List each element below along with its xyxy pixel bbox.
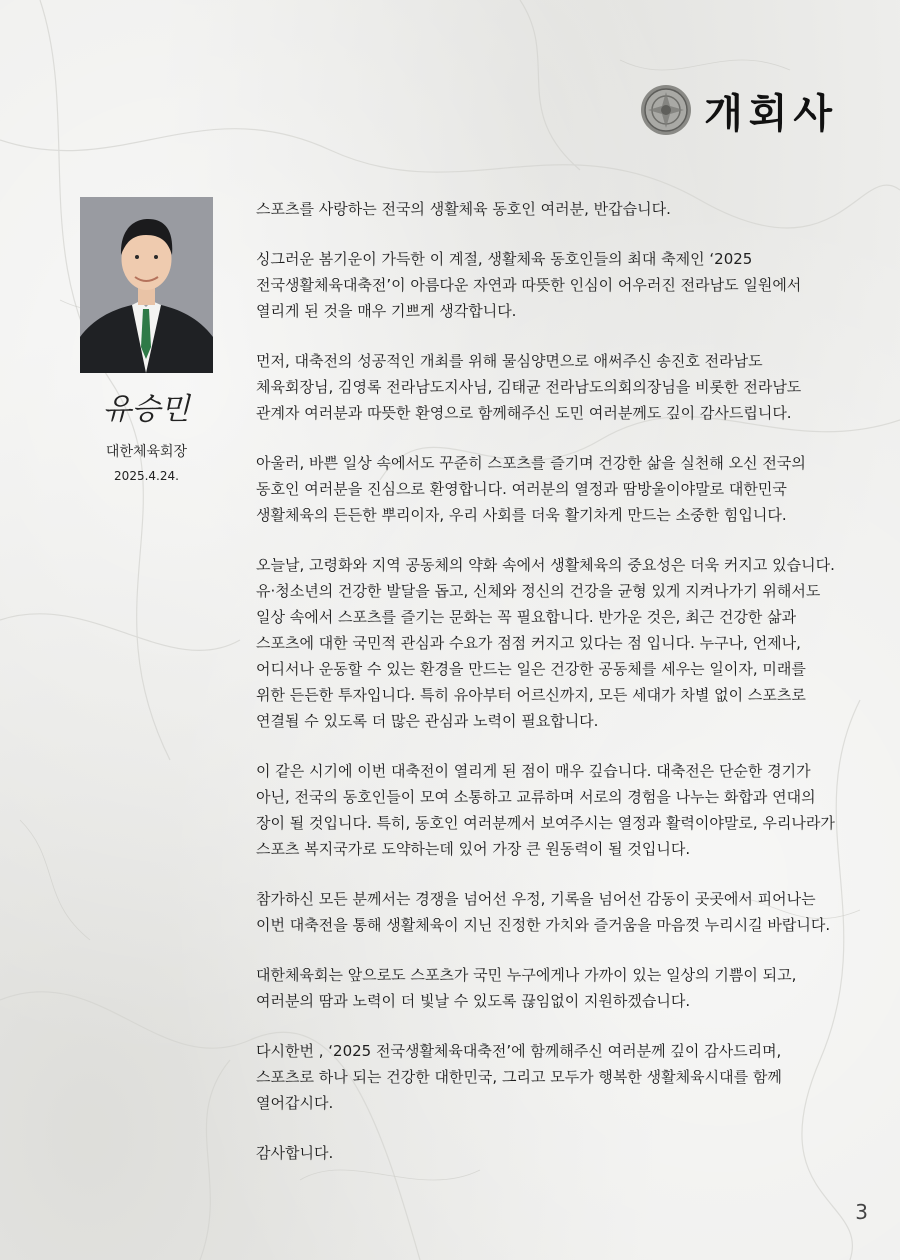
paragraph: 참가하신 모든 분께서는 경쟁을 넘어선 우정, 기록을 넘어선 감동이 곳곳에서 피어나는 이번 대축전을 통해 생활체육이 지닌 진정한 가치와 즐거움을 마음껏 누리시길 바랍니다. — [256, 890, 831, 934]
paragraph: 싱그러운 봄기운이 가득한 이 계절, 생활체육 동호인들의 최대 축제인 ‘2025 전국생활체육대축전’이 아름다운 자연과 따뜻한 인심이 어우러진 전라남도 일원에서 열리게 된 것을 매우 기쁘게 생각합니다. — [256, 250, 802, 320]
paragraph: 이 같은 시기에 이번 대축전이 열리게 된 점이 매우 깊습니다. 대축전은 단순한 경기가 아닌, 전국의 동호인들이 모여 소통하고 교류하며 서로의 경험을 나누는 화합과 연대의 장이 될 것입니다. 특히, 동호인 여러분께서 보여주시는 열정과 활력이야말로, 우리나라가 스포츠 복지국가로 도약하는데 있어 가장 큰 원동력이 될 것입니다. — [256, 762, 835, 858]
paragraph: 먼저, 대축전의 성공적인 개최를 위해 물심양면으로 애써주신 송진호 전라남도 체육회장님, 김영록 전라남도지사님, 김태균 전라남도의회의장님을 비롯한 전라남도 관계자 여러분과 따뜻한 환영으로 함께해주신 도민 여러분께도 깊이 감사드립니다. — [256, 352, 802, 422]
author-date: 2025.4.24. — [114, 469, 179, 483]
author-panel — [80, 197, 213, 483]
paragraph: 대한체육회는 앞으로도 스포츠가 국민 누구에게나 가까이 있는 일상의 기쁨이 되고, 여러분의 땀과 노력이 더 빛날 수 있도록 끊임없이 지원하겠습니다. — [256, 966, 797, 1010]
page-title: 개회사 — [704, 89, 838, 137]
portrait-photo — [80, 197, 213, 373]
paragraph: 스포츠를 사랑하는 전국의 생활체육 동호인 여러분, 반갑습니다. — [256, 200, 671, 218]
page-title-block — [640, 82, 838, 138]
paragraph: 아울러, 바쁜 일상 속에서도 꾸준히 스포츠를 즐기며 건강한 삶을 실천해 오신 전국의 동호인 여러분을 진심으로 환영합니다. 여러분의 열정과 땀방울이야말로 대한민국 생활체육의 든든한 뿌리이자, 우리 사회를 더욱 활기차게 만드는 소중한 힘입니다. — [256, 454, 806, 524]
svg-text:유승민: 유승민 — [102, 392, 190, 427]
speech-body — [256, 196, 836, 1190]
paragraph: 다시한번 , ‘2025 전국생활체육대축전’에 함께해주신 여러분께 깊이 감사드리며, 스포츠로 하나 되는 건강한 대한민국, 그리고 모두가 행복한 생활체육시대를 함께 열어갑시다. — [256, 1042, 782, 1112]
emblem-seal-icon — [640, 84, 692, 136]
paragraph: 오늘날, 고령화와 지역 공동체의 약화 속에서 생활체육의 중요성은 더욱 커지고 있습니다. 유·청소년의 건강한 발달을 돕고, 신체와 정신의 건강을 균형 있게 지켜나가기 위해서도 일상 속에서 스포츠를 즐기는 문화는 꼭 필요합니다. 반가운 것은, 최근 건강한 삶과 스포츠에 대한 국민적 관심과 수요가 점점 커지고 있다는 점 입니다. 누구나, 언제나, 어디서나 운동할 수 있는 환경을 만드는 일은 건강한 공동체를 세우는 일이자, 미래를 위한 든든한 투자입니다. 특히 유아부터 어르신까지, 모든 세대가 차별 없이 스포츠로 연결될 수 있도록 더 많은 관심과 노력이 필요합니다. — [256, 556, 835, 730]
paragraph: 감사합니다. — [256, 1144, 334, 1162]
author-title: 대한체육회장 — [105, 444, 188, 460]
signature-image — [80, 379, 213, 435]
page-number: 3 — [855, 1200, 868, 1224]
